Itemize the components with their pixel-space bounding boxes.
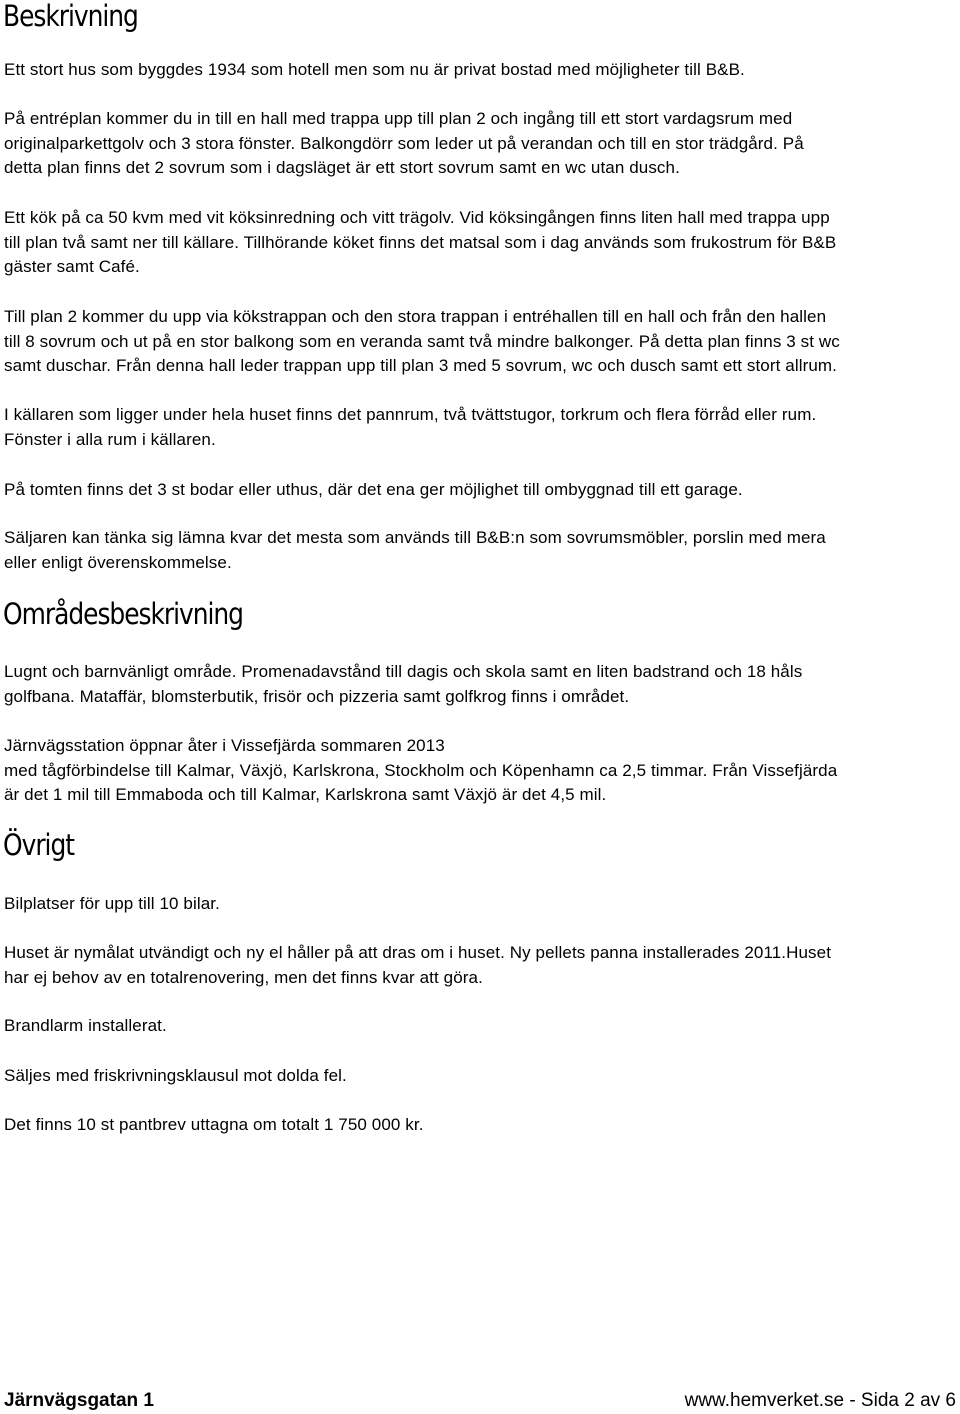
text-line: detta plan finns det 2 sovrum som i dagsläget är ett stort sovrum samt en wc utan dusch.	[4, 158, 680, 177]
text-line: Bilplatser för upp till 10 bilar.	[4, 894, 220, 913]
text-line: gäster samt Café.	[4, 257, 140, 276]
page-footer	[0, 1388, 960, 1414]
paragraph-intro	[4, 58, 956, 83]
paragraph-brandlarm	[4, 1014, 956, 1039]
paragraph-jarnvag	[4, 734, 956, 808]
heading-omradesbeskrivning: Områdesbeskrivning	[3, 597, 243, 631]
paragraph-plan2	[4, 305, 956, 379]
text-line: samt duschar. Från denna hall leder trappan upp till plan 3 med 5 sovrum, wc och dusch samt ett stort allrum.	[4, 356, 837, 375]
paragraph-tomten	[4, 478, 956, 503]
text-line: Ett stort hus som byggdes 1934 som hotell men som nu är privat bostad med möjligheter till B&B.	[4, 60, 745, 79]
text-line: Säljes med friskrivningsklausul mot dolda fel.	[4, 1066, 347, 1085]
text-line: I källaren som ligger under hela huset finns det pannrum, två tvättstugor, torkrum och flera förråd eller rum.	[4, 405, 817, 424]
paragraph-kok	[4, 206, 956, 280]
paragraph-omrade	[4, 660, 956, 709]
paragraph-friskrivning	[4, 1064, 956, 1089]
footer-address: Järnvägsgatan 1	[4, 1390, 154, 1411]
paragraph-kallare	[4, 403, 956, 452]
text-line: På tomten finns det 3 st bodar eller uthus, där det ena ger möjlighet till ombyggnad till ett garage.	[4, 480, 743, 499]
text-line: Brandlarm installerat.	[4, 1016, 167, 1035]
text-line: eller enligt överenskommelse.	[4, 552, 232, 572]
text-line: golfbana. Mataffär, blomsterbutik, frisör och pizzeria samt golfkrog finns i området.	[4, 686, 630, 706]
text-line: är det 1 mil till Emmaboda och till Kalmar, Karlskrona samt Växjö är det 4,5 mil.	[4, 785, 607, 804]
heading-beskrivning: Beskrivning	[3, 0, 138, 33]
text-line: Huset är nymålat utvändigt och ny el håller på att dras om i huset. Ny pellets panna installerades 2011.Huset	[4, 943, 832, 962]
text-line: till plan två samt ner till källare. Tillhörande köket finns det matsal som i dag används som frukostrum för B&B	[4, 232, 837, 252]
footer-site-page: www.hemverket.se - Sida 2 av 6	[684, 1390, 956, 1411]
text-line: Fönster i alla rum i källaren.	[4, 429, 216, 449]
text-line: Lugnt och barnvänligt område. Promenadavstånd till dagis och skola samt en liten badstrand och 18 håls	[4, 662, 803, 681]
text-line: Till plan 2 kommer du upp via kökstrappan och den stora trappan i entréhallen till en hall och från den hallen	[4, 307, 827, 326]
paragraph-pantbrev	[4, 1113, 956, 1138]
text-line: Det finns 10 st pantbrev uttagna om totalt 1 750 000 kr.	[4, 1115, 424, 1134]
paragraph-entreplan	[4, 107, 956, 181]
text-line: Järnvägsstation öppnar åter i Vissefjärda sommaren 2013	[4, 736, 445, 755]
paragraph-huset	[4, 941, 956, 990]
text-line: originalparkettgolv och 3 stora fönster. Balkongdörr som leder ut på verandan och till en stor trädgård. På	[4, 133, 804, 153]
paragraph-saljaren	[4, 526, 956, 575]
paragraph-bilplatser	[4, 892, 956, 917]
text-line: med tågförbindelse till Kalmar, Växjö, Karlskrona, Stockholm och Köpenhamn ca 2,5 timmar. Från Vissefjärda	[4, 760, 838, 780]
text-line: På entréplan kommer du in till en hall med trappa upp till plan 2 och ingång till ett stort vardagsrum med	[4, 109, 793, 128]
text-line: till 8 sovrum och ut på en stor balkong som en veranda samt två mindre balkonger. På detta plan finns 3 st wc	[4, 331, 840, 351]
text-line: Ett kök på ca 50 kvm med vit köksinredning och vitt trägolv. Vid köksingången finns liten hall med trappa upp	[4, 208, 830, 227]
heading-ovrigt: Övrigt	[3, 828, 75, 862]
text-line: Säljaren kan tänka sig lämna kvar det mesta som används till B&B:n som sovrumsmöbler, porslin med mera	[4, 528, 826, 547]
text-line: har ej behov av en totalrenovering, men det finns kvar att göra.	[4, 967, 483, 987]
